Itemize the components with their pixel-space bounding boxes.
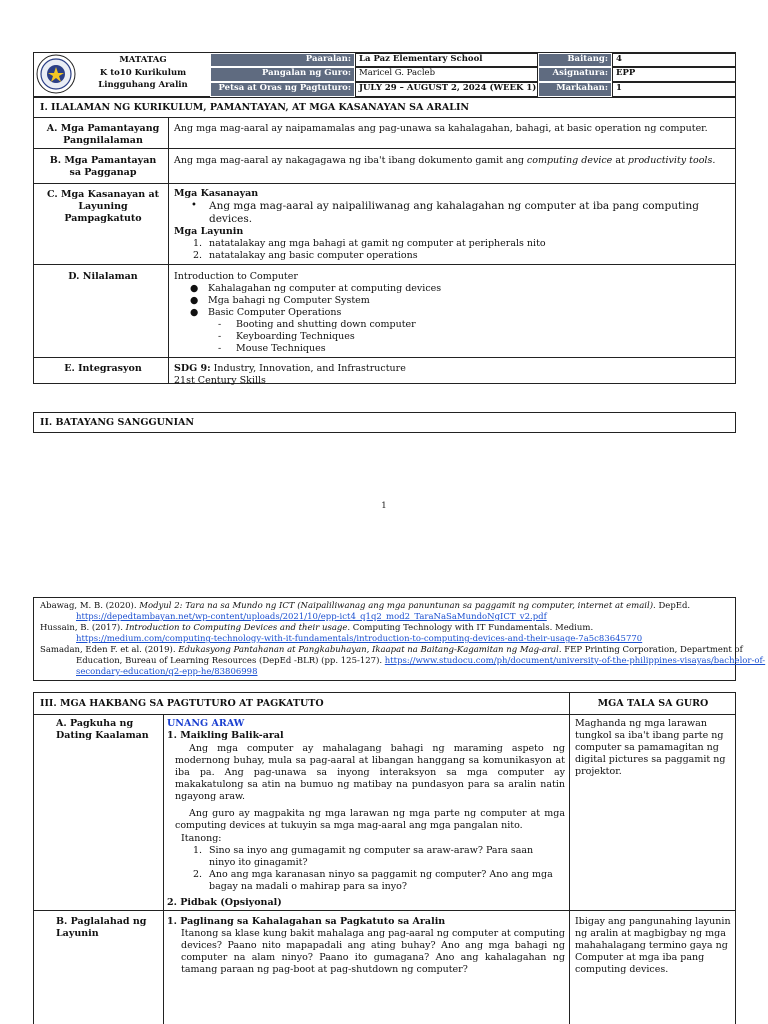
step2-heading: 2. Pidbak (Opsiyonal) <box>167 897 282 908</box>
row-b-label: B. Mga Pamantayan sa Pagganap <box>49 155 157 178</box>
row-d-dash-1: - <box>218 319 222 330</box>
day-heading: UNANG ARAW <box>167 718 245 729</box>
reference-2-author: Hussain, B. (2017). <box>40 623 126 633</box>
value-paaralan: La Paz Elementary School <box>355 53 538 67</box>
question-2-num: 2. <box>193 869 203 880</box>
page-number: 1 <box>381 501 387 511</box>
row-c-head2: Mga Layunin <box>174 226 244 237</box>
reference-1-link[interactable]: https://depedtambayan.net/wp-content/uploads/2021/10/epp-ict4_q1q2_mod2_TaraNaSaMundoNgICT_v2.pdf <box>76 612 547 622</box>
row-e-bold: SDG 9: <box>174 363 211 374</box>
row-d-dash-2: - <box>218 331 222 342</box>
reference-1-author: Abawag, M. B. (2020). <box>40 601 140 611</box>
reference-3 <box>40 645 766 678</box>
row-d-item-1: Kahalagahan ng computer at computing devices <box>208 283 442 294</box>
row-b-text-em1: computing device <box>526 155 613 166</box>
school-block <box>80 54 206 92</box>
row-d-sub-1: Booting and shutting down computer <box>236 319 416 330</box>
section2-title: II. BATAYANG SANGGUNIAN <box>40 417 195 428</box>
row-c-item-1: natatalakay ang mga bahagi at gamit ng computer at peripherals nito <box>209 238 546 249</box>
label-asignatura: Asignatura: <box>538 67 612 82</box>
question-1: Sino sa inyo ang gumagamit ng computer sa araw-araw? Para saan ninyo ito ginagamit? <box>209 845 534 868</box>
row-d-label: D. Nilalaman <box>68 271 138 282</box>
deped-seal-icon <box>36 54 76 94</box>
b-step-heading: 1. Paglinang sa Kahalagahan sa Pagkatuto sa Aralin <box>167 916 446 927</box>
row-b-text <box>174 155 732 167</box>
section1-title: I. ILALAMAN NG KURIKULUM, PAMANTAYAN, AT MGA KASANAYAN SA ARALIN <box>40 102 470 113</box>
s3-paragraph-1: Ang mga computer ay mahalagang bahagi ng maraming aspeto ng modernong buhay, mula sa pag-aaral at libangan hanggang sa komunikasyon at iba pa. Ang pag-unawa sa inyong interaksyon sa mga computer ay makakatulong sa atin na bumuo ng matibay na pundasyon para sa aralin natin ngayong araw. <box>175 743 565 802</box>
row-b-text-part1: Ang mga mag-aaral ay nakagagawa ng iba't ibang dokumento gamit ang <box>174 155 527 166</box>
reference-2-link[interactable]: https://medium.com/computing-technology-with-it-fundamentals/introduction-to-computing-devices-and-their-usage-7a5c83645770 <box>76 634 643 644</box>
s3-row-b-text: Itanong sa klase kung bakit mahalaga ang pag-aaral ng computer at computing devices? Paano nito mapapadali ang ating buhay? Ano ang mga bahagi ng computer na alam ninyo? Paano ito gumagana? Ano ang kahalagahan ng tamang paraan ng pag-boot at pag-shutdown ng computer? <box>181 928 566 975</box>
row-c-label: C. Mga Kasanayan at Layuning Pampagkatuto <box>46 189 160 224</box>
itanong-label: Itanong: <box>181 833 222 844</box>
reference-2 <box>40 623 766 645</box>
row-c-item-2: natatalakay ang basic computer operations <box>209 250 418 261</box>
row-a-label: A. Mga Pamantayang Pangnilalaman <box>46 123 160 146</box>
label-paaralan: Paaralan: <box>210 53 355 67</box>
value-markahan: 1 <box>612 82 736 97</box>
row-d-dot-3: ● <box>190 307 199 318</box>
label-baitang: Baitang: <box>538 53 612 67</box>
label-petsa: Petsa at Oras ng Pagtuturo: <box>210 82 355 97</box>
reference-1-title: Modyul 2: Tara na sa Mundo ng ICT (Naipaliliwanag ang mga panuntunan sa paggamit ng computer, internet at email). <box>139 601 656 611</box>
label-guro: Pangalan ng Guro: <box>210 67 355 82</box>
row-c-item-1-num: 1. <box>193 238 203 249</box>
reference-2-pub: Computing Technology with IT Fundamentals. Medium. <box>350 623 594 633</box>
school-block-line2: K to10 Kurikulum <box>99 67 187 78</box>
s3-row-a-note: Maghanda ng mga larawan tungkol sa iba't ibang parte ng computer sa pamamagitan ng digital pictures sa paggamit ng projektor. <box>575 718 726 777</box>
row-d-dot-2: ● <box>190 295 199 306</box>
reference-1-pub: DepEd. <box>655 601 691 611</box>
question-1-num: 1. <box>193 845 203 856</box>
row-c-head1: Mga Kasanayan <box>174 188 259 199</box>
reference-3-link[interactable]: https://www.studocu.com/ph/document/university-of-the-philippines-visayas/bachelor-of-secondary-education/q2-epp-he/83806998 <box>76 656 766 677</box>
step1-heading: 1. Maikling Balik-aral <box>167 730 284 741</box>
row-b-text-part2: at <box>612 155 628 166</box>
value-asignatura: EPP <box>612 67 736 82</box>
row-d-dash-3: - <box>218 343 222 354</box>
s3-row-b-label: B. Paglalahad ng Layunin <box>56 916 147 939</box>
school-block-line1: MATATAG <box>119 55 167 65</box>
row-d-title: Introduction to Computer <box>174 271 298 282</box>
section3-title: III. MGA HAKBANG SA PAGTUTURO AT PAGKATUTO <box>40 698 324 709</box>
row-e-text <box>174 363 732 375</box>
row-e-label: E. Integrasyon <box>64 363 142 374</box>
row-d-item-3: Basic Computer Operations <box>208 307 342 318</box>
row-e-text-main: Industry, Innovation, and Infrastructure <box>210 363 406 374</box>
value-guro: Maricel G. Pacleb <box>355 67 538 82</box>
notes-title: MGA TALA SA GURO <box>597 698 709 709</box>
row-d-item-2: Mga bahagi ng Computer System <box>208 295 370 306</box>
value-petsa: JULY 29 – AUGUST 2, 2024 (WEEK 1) <box>355 82 538 97</box>
row-e-text2: 21st Century Skills <box>174 375 266 386</box>
reference-3-author: Samadan, Eden F. et al. (2019). <box>40 645 179 655</box>
row-d-sub-3: Mouse Techniques <box>236 343 326 354</box>
row-b-text-em2: productivity tools. <box>627 155 716 166</box>
reference-3-pub: FEP Printing Corporation, Department of Education, Bureau of Learning Resources (DepEd -BLR) (pp. 125-127). <box>76 645 743 666</box>
reference-3-title: Edukasyong Pantahanan at Pangkabuhayan, Ikaapat na Baitang-Kagamitan ng Mag-aral. <box>178 645 562 655</box>
row-d-dot-1: ● <box>190 283 199 294</box>
reference-2-title: Introduction to Computing Devices and their usage. <box>125 623 351 633</box>
row-a-text: Ang mga mag-aaral ay naipamamalas ang pag-unawa sa kahalagahan, bahagi, at basic operation ng computer. <box>174 123 708 134</box>
s3-row-a-label: A. Pagkuha ng Dating Kaalaman <box>56 718 149 741</box>
s3-paragraph-2: Ang guro ay magpakita ng mga larawan ng mga parte ng computer at mga computing devices at tukuyin sa mga mag-aaral ang mga pangalan nito. <box>175 808 565 831</box>
row-c-bullet-dot: • <box>191 200 197 211</box>
row-c-bullet: Ang mga mag-aaral ay naipaliliwanag ang kahalagahan ng computer at iba pang computing devices. <box>209 200 700 225</box>
row-d-sub-2: Keyboarding Techniques <box>236 331 355 342</box>
value-baitang: 4 <box>612 53 736 67</box>
reference-1 <box>40 601 766 623</box>
label-markahan: Markahan: <box>538 82 612 97</box>
row-c-item-2-num: 2. <box>193 250 203 261</box>
question-2: Ano ang mga karanasan ninyo sa paggamit ng computer? Ano ang mga bagay na madali o mahirap para sa inyo? <box>209 869 553 892</box>
s3-row-b-note: Ibigay ang pangunahing layunin ng aralin at magbigbay ng mga mahahalagang termino gaya ng Computer at mga iba pang computing devices. <box>575 916 731 975</box>
school-block-line3: Lingguhang Aralin <box>98 80 188 90</box>
